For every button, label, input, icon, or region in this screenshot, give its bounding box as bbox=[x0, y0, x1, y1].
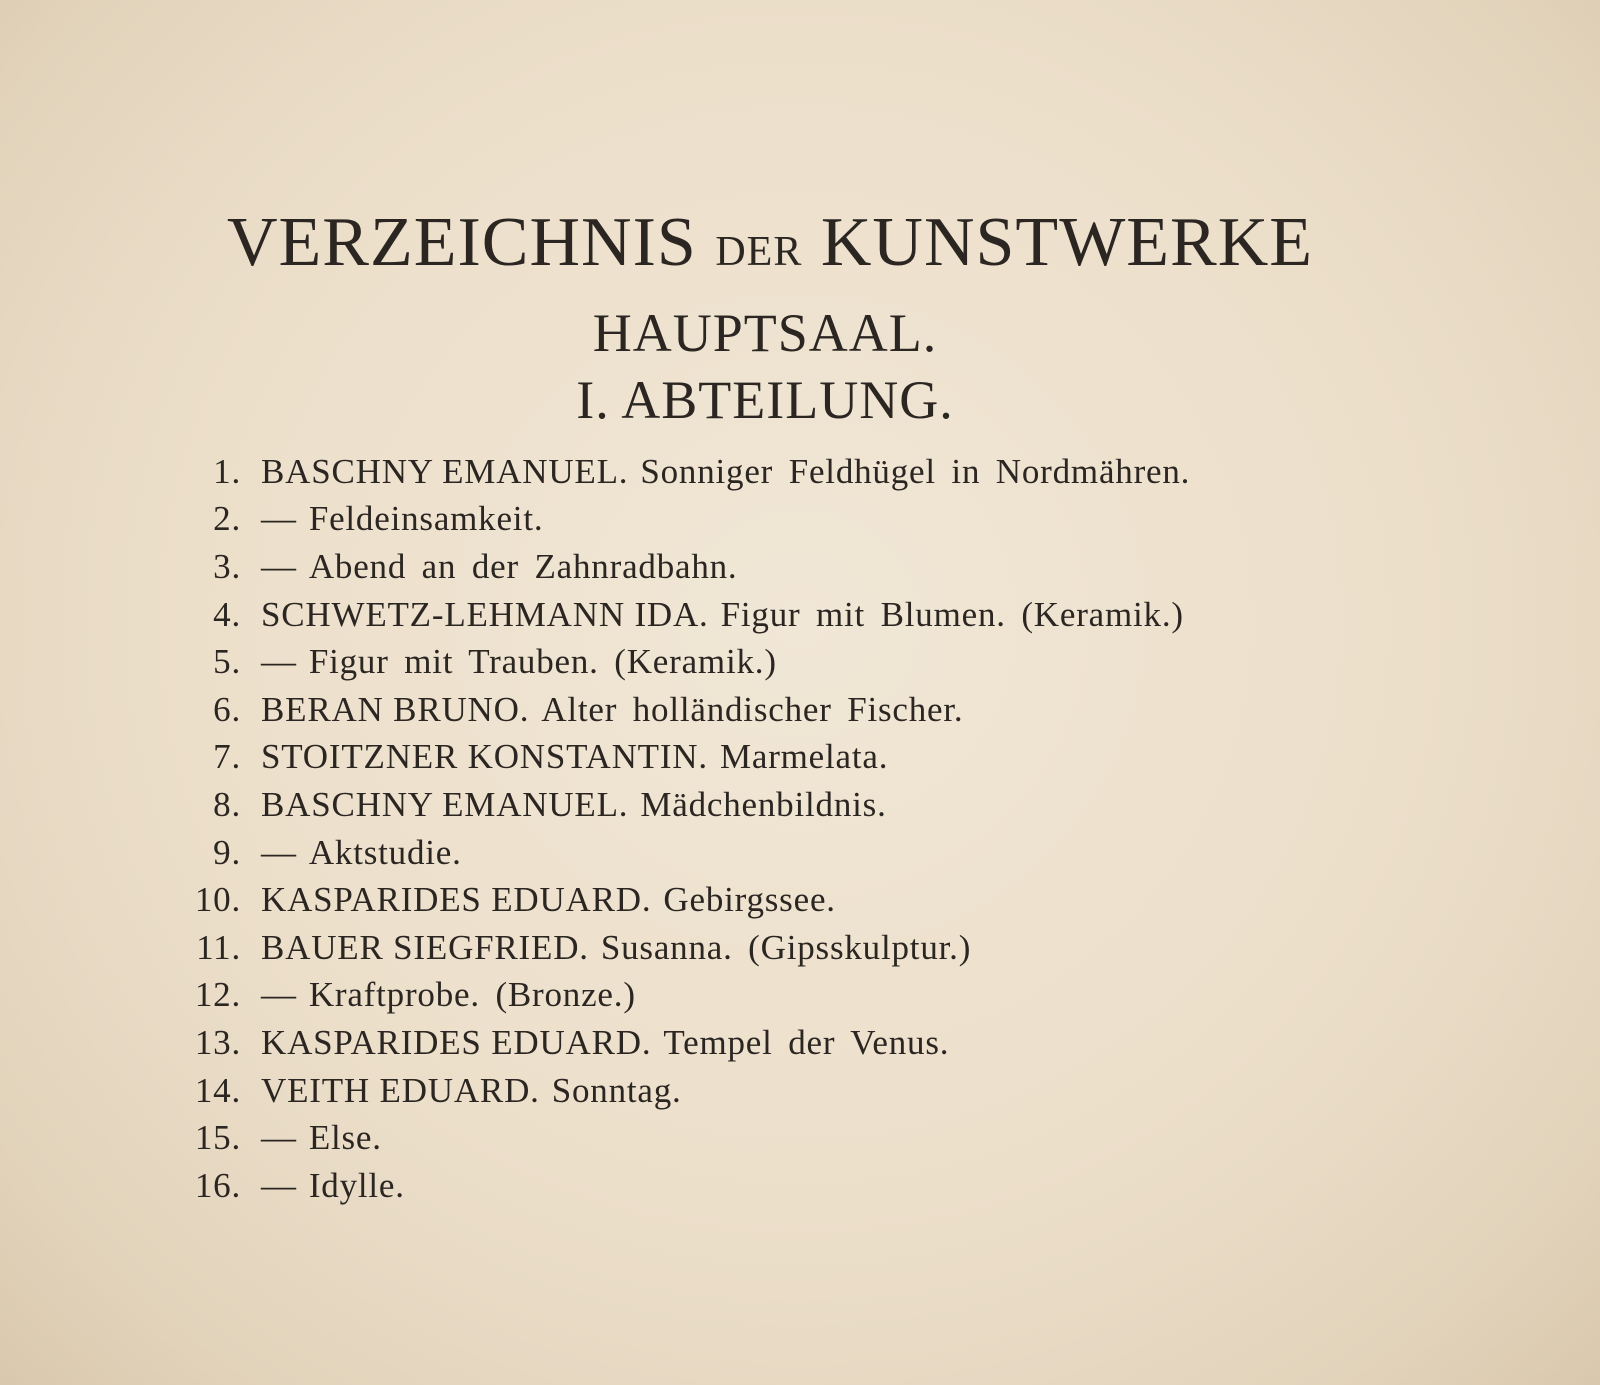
list-item bbox=[185, 1162, 1190, 1210]
list-item bbox=[185, 543, 1190, 591]
entry-work-title: Feldeinsamkeit. bbox=[308, 499, 544, 539]
list-item bbox=[185, 496, 1190, 544]
list-item bbox=[185, 448, 1190, 496]
entry-work-title: Tempel der Venus. bbox=[663, 1022, 950, 1062]
list-item bbox=[185, 924, 1190, 972]
entry-work-title: Sonntag. bbox=[551, 1070, 682, 1110]
entry-artist: — bbox=[261, 642, 297, 682]
title-der: DER bbox=[715, 229, 803, 275]
list-item bbox=[185, 686, 1190, 734]
page-title bbox=[0, 204, 1540, 281]
entry-work-title: Figur mit Blumen. (Keramik.) bbox=[720, 594, 1184, 634]
entry-work-title: Abend an der Zahnradbahn. bbox=[308, 546, 738, 586]
entry-artist: BERAN BRUNO. bbox=[261, 689, 530, 729]
entry-number: 5. bbox=[213, 642, 241, 682]
section-heading: I. ABTEILUNG. bbox=[576, 370, 954, 430]
entry-artist: BAUER SIEGFRIED. bbox=[261, 927, 589, 967]
entry-number: 9. bbox=[213, 832, 241, 872]
entry-artist: BASCHNY EMANUEL. bbox=[261, 451, 629, 491]
entry-number: 4. bbox=[213, 594, 241, 634]
entry-number: 11. bbox=[196, 927, 241, 967]
entry-artist: — bbox=[261, 546, 297, 586]
entry-work-title: Susanna. (Gipsskulptur.) bbox=[600, 927, 972, 967]
list-item bbox=[185, 1067, 1190, 1115]
entry-number: 13. bbox=[194, 1022, 241, 1062]
entry-number: 7. bbox=[213, 737, 241, 777]
list-item bbox=[185, 829, 1190, 877]
entry-artist: — bbox=[261, 1165, 297, 1205]
list-item bbox=[185, 1114, 1190, 1162]
entry-artist: KASPARIDES EDUARD. bbox=[261, 1022, 652, 1062]
artwork-list bbox=[185, 448, 1190, 1210]
list-item bbox=[185, 638, 1190, 686]
entry-number: 16. bbox=[194, 1165, 241, 1205]
entry-artist: STOITZNER KONSTANTIN. bbox=[261, 737, 708, 777]
entry-number: 6. bbox=[213, 689, 241, 729]
entry-number: 15. bbox=[194, 1118, 241, 1158]
entry-number: 12. bbox=[194, 975, 241, 1015]
entry-artist: BASCHNY EMANUEL. bbox=[261, 784, 629, 824]
entry-work-title: Marmelata. bbox=[719, 737, 889, 777]
entry-artist: — bbox=[261, 975, 297, 1015]
title-kunstwerke: KUNSTWERKE bbox=[820, 204, 1314, 281]
entry-number: 1. bbox=[213, 451, 241, 491]
list-item bbox=[185, 591, 1190, 639]
entry-work-title: Gebirgssee. bbox=[663, 880, 836, 920]
entry-work-title: Else. bbox=[308, 1118, 382, 1158]
entry-artist: KASPARIDES EDUARD. bbox=[261, 880, 652, 920]
entry-artist: — bbox=[261, 832, 297, 872]
entry-number: 2. bbox=[213, 499, 241, 539]
entry-artist: VEITH EDUARD. bbox=[261, 1070, 540, 1110]
list-item bbox=[185, 972, 1190, 1020]
title-verzeichnis: VERZEICHNIS bbox=[226, 204, 697, 281]
entry-work-title: Sonniger Feldhügel in Nordmähren. bbox=[640, 451, 1191, 491]
entry-number: 14. bbox=[194, 1070, 241, 1110]
entry-number: 10. bbox=[194, 880, 241, 920]
entry-work-title: Idylle. bbox=[308, 1165, 405, 1205]
entry-artist: — bbox=[261, 1118, 297, 1158]
list-item bbox=[185, 781, 1190, 829]
list-item bbox=[185, 876, 1190, 924]
entry-work-title: Kraftprobe. (Bronze.) bbox=[308, 975, 636, 1015]
entry-artist: — bbox=[261, 499, 297, 539]
entry-work-title: Figur mit Trauben. (Keramik.) bbox=[308, 642, 777, 682]
entry-work-title: Alter holländischer Fischer. bbox=[541, 689, 964, 729]
list-item bbox=[185, 1019, 1190, 1067]
entry-number: 3. bbox=[213, 546, 241, 586]
entry-work-title: Mädchenbildnis. bbox=[640, 784, 887, 824]
hall-heading: HAUPTSAAL. bbox=[592, 303, 938, 363]
entry-work-title: Aktstudie. bbox=[308, 832, 462, 872]
entry-artist: SCHWETZ-LEHMANN IDA. bbox=[261, 594, 709, 634]
list-item bbox=[185, 734, 1190, 782]
entry-number: 8. bbox=[213, 784, 241, 824]
